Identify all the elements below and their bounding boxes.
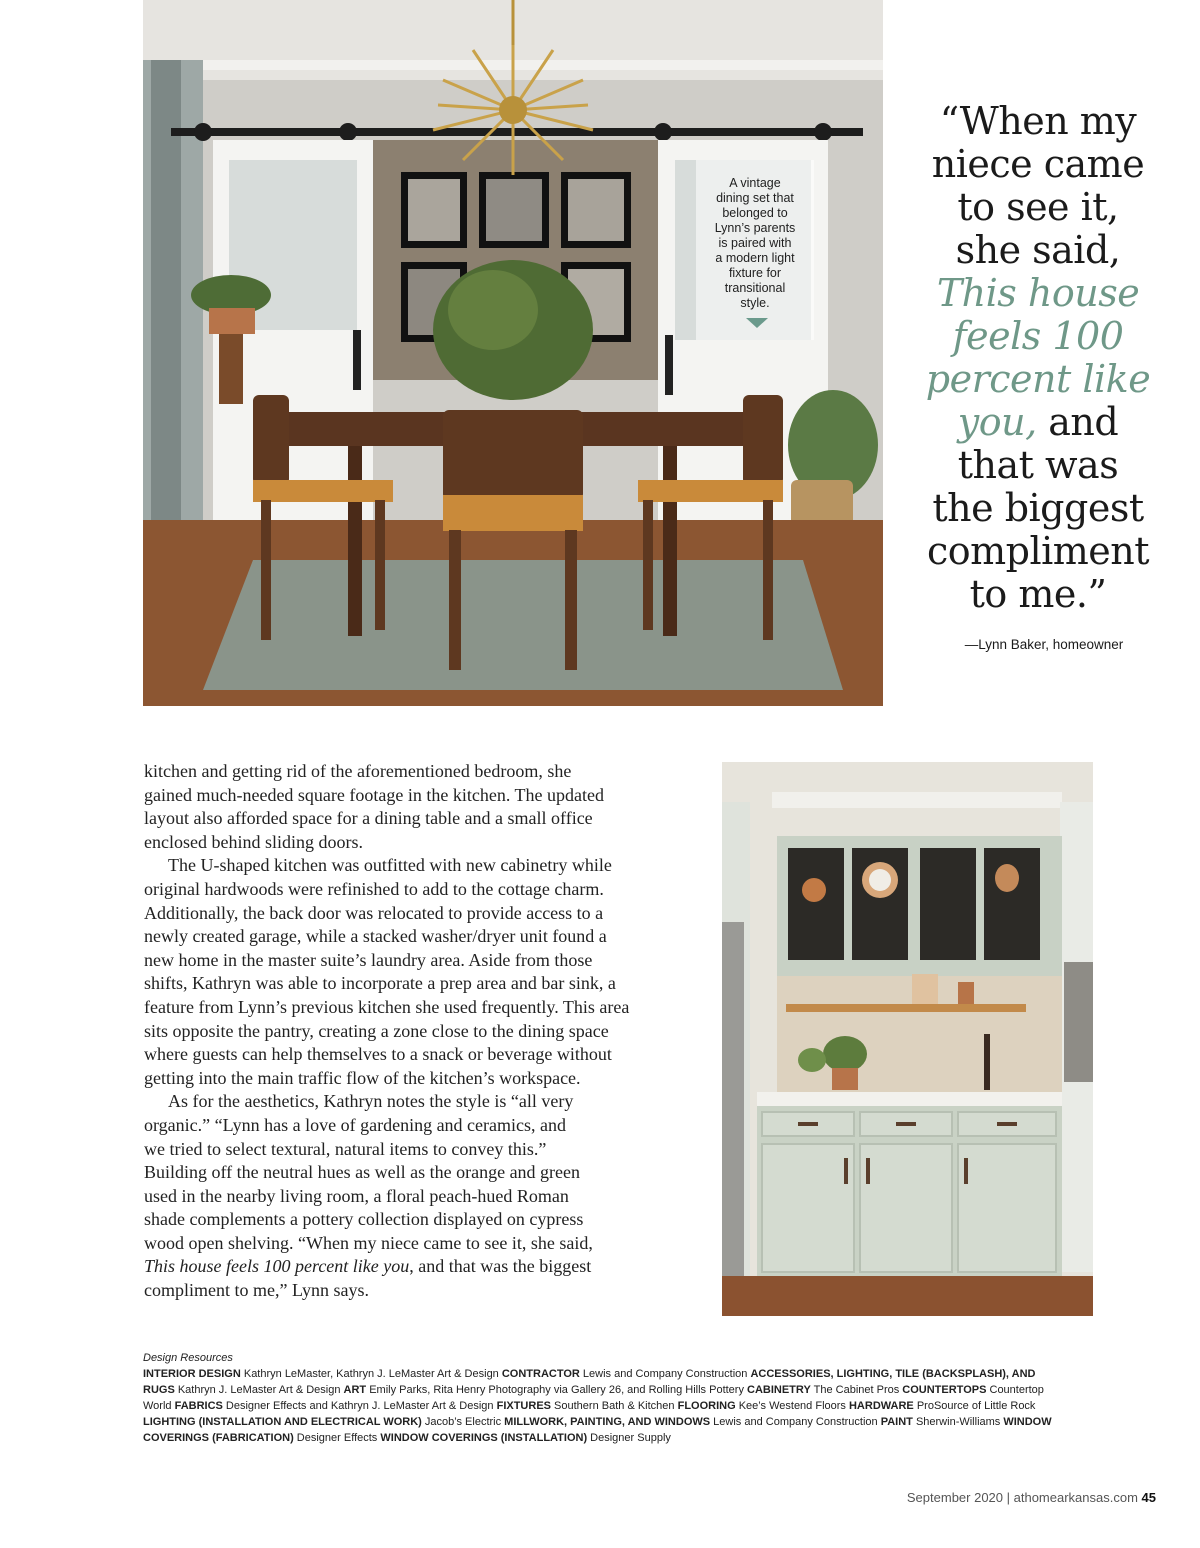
caption-line: belonged to [722,206,788,220]
quote-line: to me.” [969,572,1107,616]
resource-vendor: Kee’s Westend Floors [735,1400,849,1412]
page-footer [907,1490,1156,1505]
body-line: The U-shaped kitchen was outfitted with new cabinetry while [168,855,612,876]
body-line: As for the aesthetics, Kathryn notes the style is “all very [168,1091,574,1112]
quote-line [918,401,1158,444]
body-line: getting into the main traffic flow of the kitchen’s workspace. [144,1067,581,1088]
body-line: organic.” “Lynn has a love of gardening and ceramics, and [144,1114,567,1135]
resource-category: CABINETRY [747,1384,811,1396]
quote-line-accent: percent like [925,357,1151,401]
resource-vendor: World [143,1400,175,1412]
resource-vendor: Jacob’s Electric [421,1416,505,1428]
quote-line: “When my [939,99,1137,143]
resource-category: ACCESSORIES, LIGHTING, TILE (BACKSPLASH), AND [750,1368,1036,1380]
resource-vendor: Designer Supply [587,1432,671,1444]
caption-line: dining set that [716,191,794,205]
body-line [144,1255,664,1279]
quote-line: that was [957,443,1119,487]
folio-separator: | [1003,1490,1014,1505]
body-line: Building off the neutral hues as well as the orange and green [144,1162,581,1183]
resources-line [143,1366,1095,1382]
resource-vendor: ProSource of Little Rock [913,1400,1036,1412]
quote-line: to see it, [957,185,1119,229]
body-line: original hardwoods were refinished to add to the cottage charm. [144,878,604,899]
resource-category: RUGS [143,1384,175,1396]
body-line: Additionally, the back door was relocated to provide access to a [144,902,604,923]
quote-line-accent: feels 100 [952,314,1124,358]
kitchen-bar-photo [722,762,1093,1316]
page-number: 45 [1141,1490,1156,1505]
body-text: , and that was the biggest [409,1256,592,1277]
body-line: gained much-needed square footage in the kitchen. The updated [144,784,604,805]
resource-vendor: Designer Effects [293,1432,381,1444]
resource-vendor: Emily Parks, Rita Henry Photography via Gallery 26, and Rolling Hills Pottery [366,1384,748,1396]
body-line: enclosed behind sliding doors. [144,831,363,852]
body-italic-quote: This house feels 100 percent like you [144,1256,410,1277]
caption-line: Lynn’s parents [714,221,796,235]
resource-category: FLOORING [677,1400,736,1412]
resource-category: FABRICS [174,1400,223,1412]
resource-category: HARDWARE [848,1400,914,1412]
quote-line-accent: This house [936,271,1140,315]
caption-line: a modern light [715,251,795,265]
resources-line [143,1430,1095,1446]
body-line: used in the nearby living room, a floral peach-hued Roman [144,1185,569,1206]
resources-line [143,1414,1095,1430]
resource-category: FIXTURES [496,1400,551,1412]
resource-category: CONTRACTOR [501,1368,580,1380]
resource-category: WINDOW [1003,1416,1052,1428]
body-line: feature from Lynn’s previous kitchen she used frequently. This area [144,996,630,1017]
body-line: newly created garage, while a stacked washer/dryer unit found a [144,926,607,947]
website-link[interactable]: athomearkansas.com [1013,1490,1138,1505]
body-line: wood open shelving. “When my niece came to see it, she said, [144,1232,593,1253]
quote-line: compliment [926,529,1150,573]
body-line: shade complements a pottery collection displayed on cypress [144,1209,584,1230]
pull-quote [918,100,1158,616]
issue-date: September 2020 [906,1490,1004,1505]
resource-category: COUNTERTOPS [902,1384,987,1396]
body-line: shifts, Kathryn was able to incorporate a prep area and bar sink, a [144,973,616,994]
caption-line: transitional [724,281,786,295]
resource-vendor: The Cabinet Pros [810,1384,903,1396]
caption-line: style. [740,296,770,310]
article-body [144,760,664,1303]
resource-vendor: Kathryn LeMaster, Kathryn J. LeMaster Art & Design [240,1368,502,1380]
resource-vendor: Lewis and Company Construction [579,1368,751,1380]
quote-accent-word: you, [957,400,1037,444]
quote-attribution: —Lynn Baker, homeowner [964,637,1124,652]
resource-vendor: Southern Bath & Kitchen [551,1400,678,1412]
dining-room-photo [143,0,883,706]
resource-vendor: Designer Effects and Kathryn J. LeMaster Art & Design [222,1400,497,1412]
resource-category: PAINT [880,1416,913,1428]
resource-vendor: Countertop [986,1384,1044,1396]
resource-vendor: Lewis and Company Construction [710,1416,881,1428]
resource-category: MILLWORK, PAINTING, AND WINDOWS [504,1416,711,1428]
resources-line [143,1398,1095,1414]
quote-word: and [1036,400,1119,444]
body-line: kitchen and getting rid of the aforementioned bedroom, she [144,761,572,781]
resources-line [143,1382,1095,1398]
resource-category: WINDOW COVERINGS (INSTALLATION) [380,1432,588,1444]
quote-line: niece came [931,142,1145,186]
resource-vendor: Sherwin-Williams [912,1416,1004,1428]
body-line: compliment to me,” Lynn says. [144,1280,369,1301]
resource-category: LIGHTING (INSTALLATION AND ELECTRICAL WORK) [143,1416,422,1428]
design-resources [143,1350,1095,1446]
body-line: new home in the master suite’s laundry area. Aside from those [144,949,593,970]
resources-heading: Design Resources [143,1352,233,1364]
resource-category: COVERINGS (FABRICATION) [143,1432,294,1444]
photo-caption [696,160,814,340]
caption-line: fixture for [728,266,782,280]
quote-line: she said, [955,228,1121,272]
resource-vendor: Kathryn J. LeMaster Art & Design [174,1384,344,1396]
body-line: where guests can help themselves to a snack or beverage without [144,1044,612,1065]
body-line: layout also afforded space for a dining table and a small office [144,808,593,829]
resource-category: ART [343,1384,367,1396]
caption-line: is paired with [718,236,792,250]
resource-category: INTERIOR DESIGN [143,1368,241,1380]
caption-down-arrow-icon [746,318,768,328]
body-line: we tried to select textural, natural items to convey this.” [144,1138,547,1159]
caption-line: A vintage [729,176,781,190]
body-line: sits opposite the pantry, creating a zone close to the dining space [144,1020,609,1041]
quote-line: the biggest [932,486,1144,530]
